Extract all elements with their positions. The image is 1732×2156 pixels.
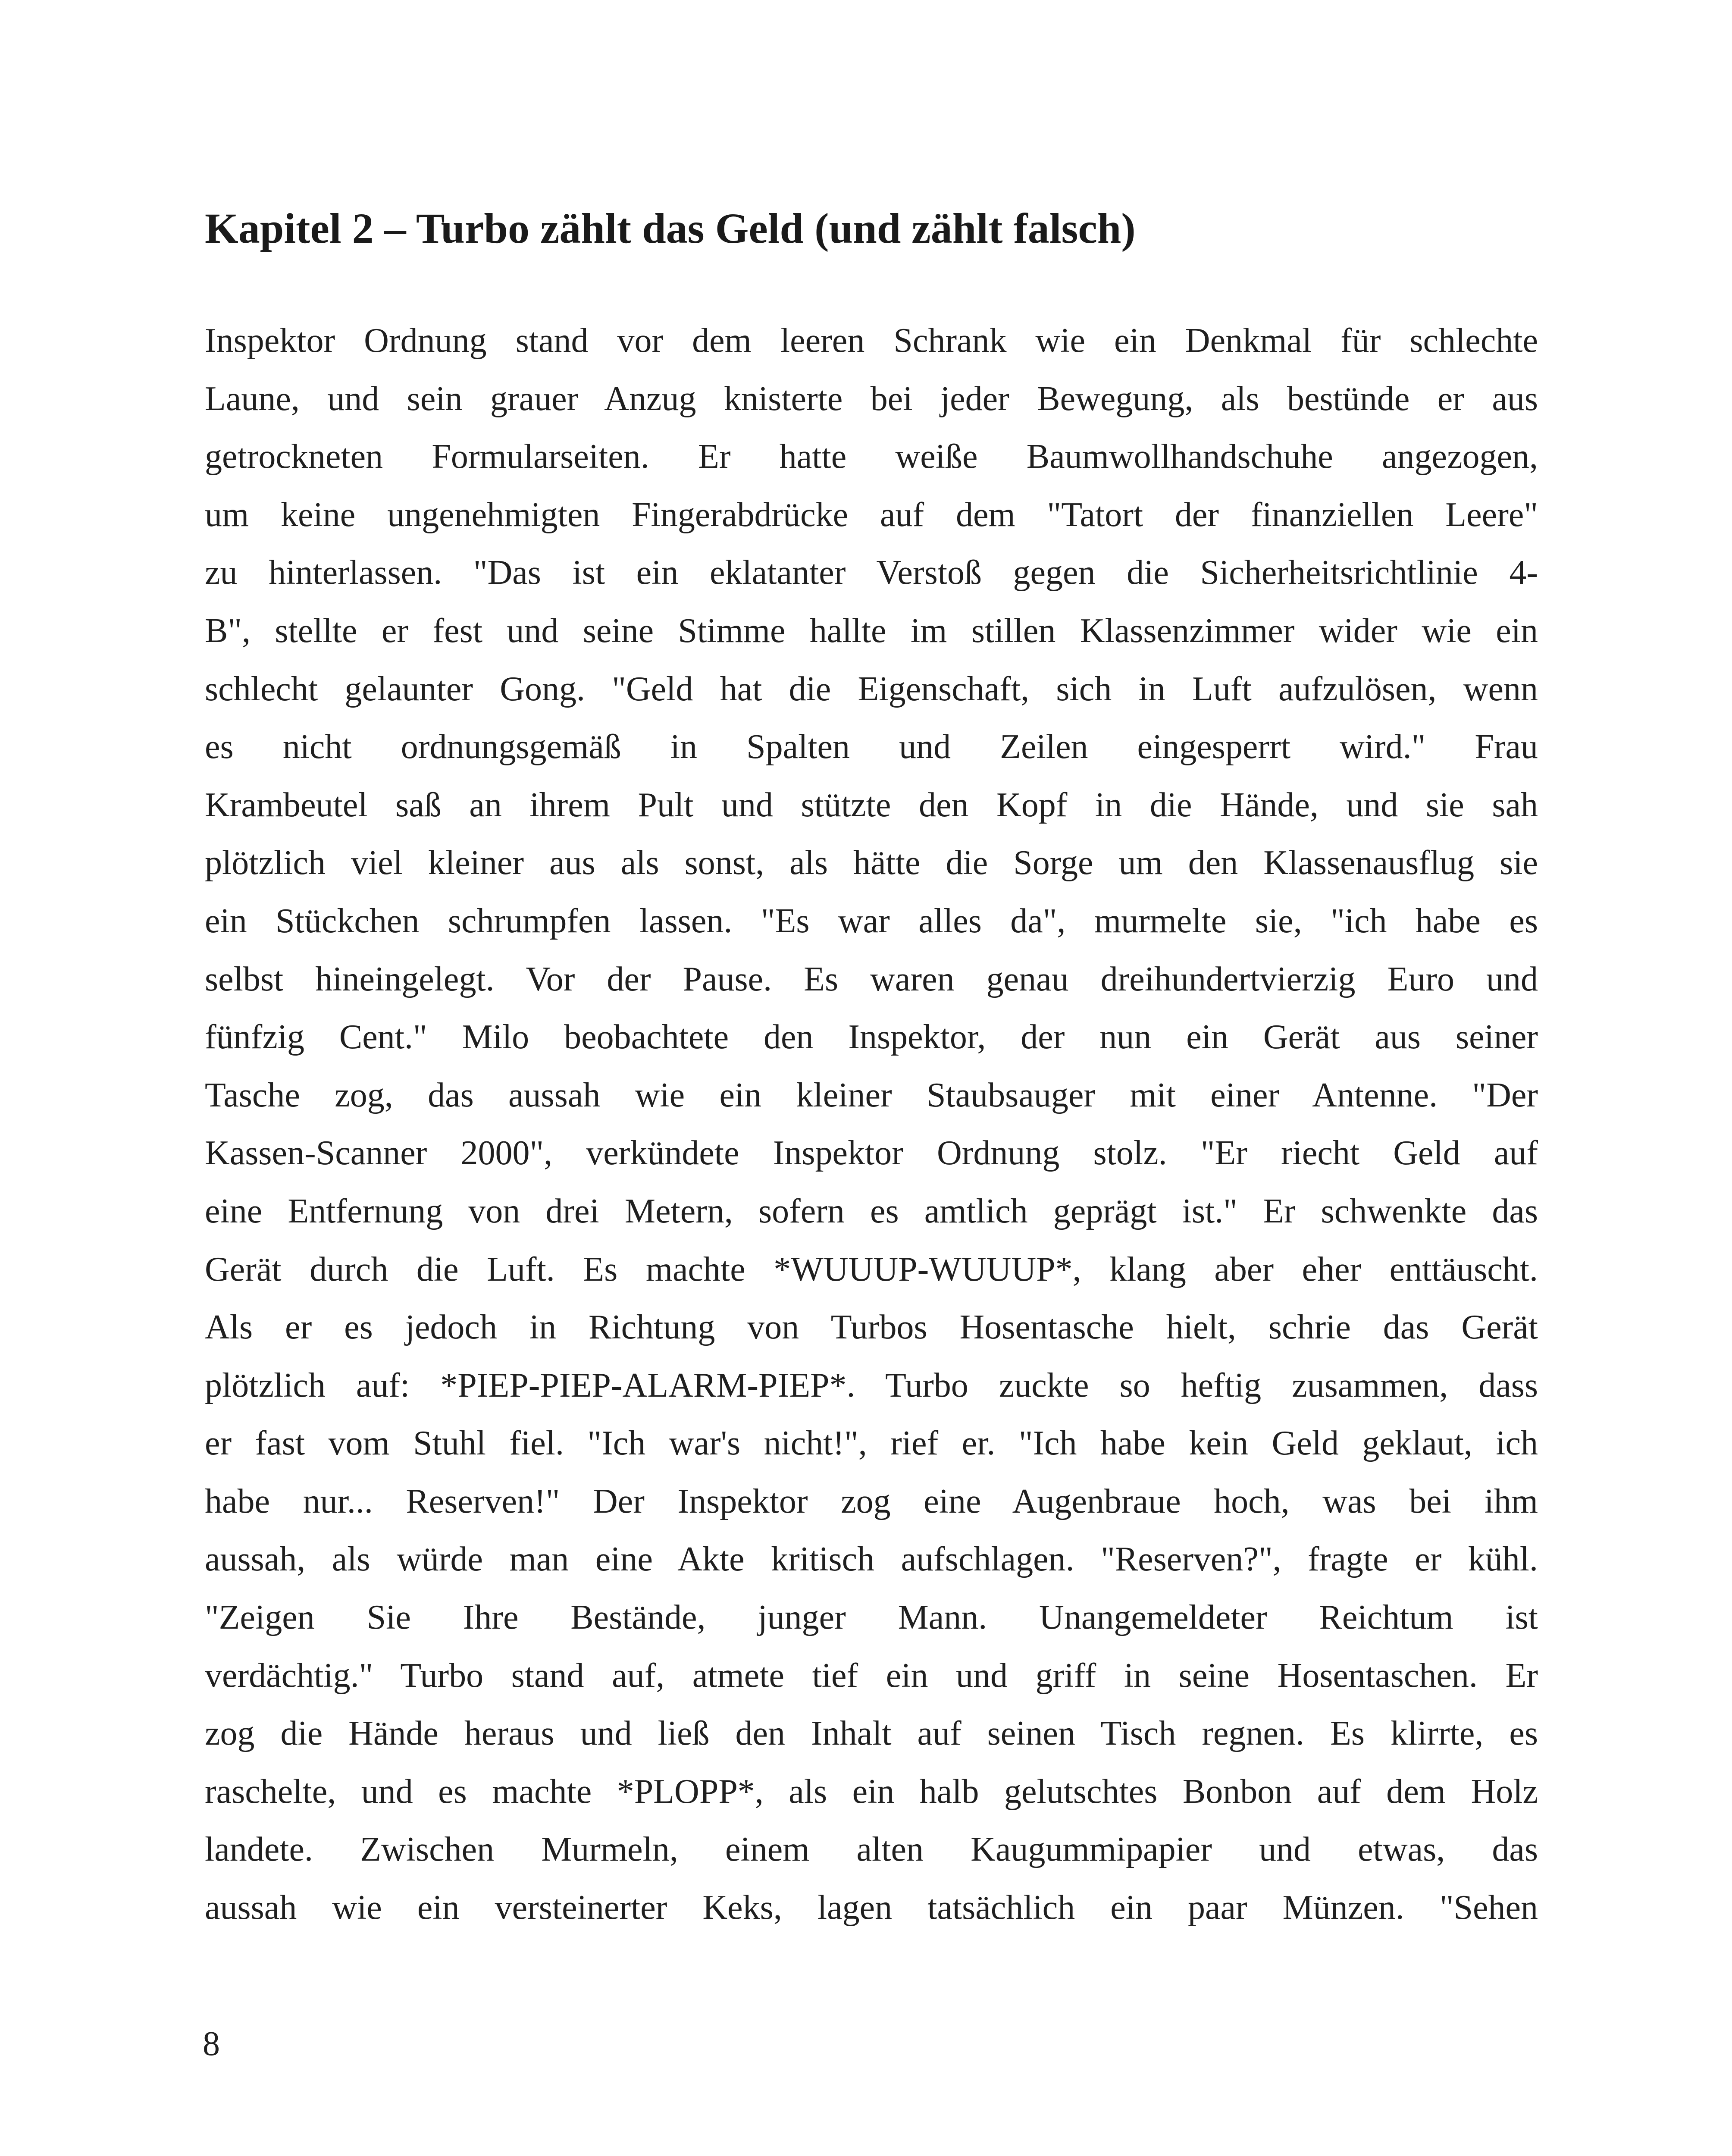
text-line: ein Stückchen schrumpfen lassen. "Es war alles da", murmelte sie, "ich habe es: [205, 902, 1538, 940]
text-line: aussah, als würde man eine Akte kritisch aufschlagen. "Reserven?", fragte er kühl.: [205, 1540, 1538, 1579]
text-line: aussah wie ein versteinerter Keks, lagen tatsächlich ein paar Münzen. "Sehen: [205, 1889, 1538, 1927]
body-text: [205, 312, 1538, 1937]
text-line: landete. Zwischen Murmeln, einem alten Kaugummipapier und etwas, das: [205, 1830, 1538, 1869]
text-line: raschelte, und es machte *PLOPP*, als ein halb gelutschtes Bonbon auf dem Holz: [205, 1772, 1538, 1811]
text-line: Kassen-Scanner 2000", verkündete Inspektor Ordnung stolz. "Er riecht Geld auf: [205, 1134, 1538, 1172]
chapter-title: Kapitel 2 – Turbo zählt das Geld (und zählt falsch): [205, 204, 1136, 252]
text-line: "Zeigen Sie Ihre Bestände, junger Mann. Unangemeldeter Reichtum ist: [205, 1598, 1538, 1637]
text-line: zu hinterlassen. "Das ist ein eklatanter Verstoß gegen die Sicherheitsrichtlinie 4-: [205, 554, 1538, 592]
text-line: Krambeutel saß an ihrem Pult und stützte den Kopf in die Hände, und sie sah: [205, 786, 1538, 824]
text-line: habe nur... Reserven!" Der Inspektor zog eine Augenbraue hoch, was bei ihm: [205, 1482, 1538, 1520]
text-line: plötzlich viel kleiner aus als sonst, als hätte die Sorge um den Klassenausflug sie: [205, 844, 1538, 882]
text-line: um keine ungenehmigten Fingerabdrücke auf dem "Tatort der finanziellen Leere": [205, 495, 1538, 534]
text-line: es nicht ordnungsgemäß in Spalten und Zeilen eingesperrt wird." Frau: [205, 728, 1538, 766]
text-line: Inspektor Ordnung stand vor dem leeren Schrank wie ein Denkmal für schlechte: [205, 322, 1538, 360]
text-line: Laune, und sein grauer Anzug knisterte bei jeder Bewegung, als bestünde er aus: [205, 379, 1538, 418]
text-line: getrockneten Formularseiten. Er hatte weiße Baumwollhandschuhe angezogen,: [205, 438, 1538, 476]
text-line: B", stellte er fest und seine Stimme hallte im stillen Klassenzimmer wider wie ein: [205, 611, 1538, 650]
text-line: verdächtig." Turbo stand auf, atmete tief ein und griff in seine Hosentaschen. Er: [205, 1656, 1538, 1695]
text-line: schlecht gelaunter Gong. "Geld hat die Eigenschaft, sich in Luft aufzulösen, wenn: [205, 670, 1538, 708]
page-number: 8: [203, 2025, 220, 2063]
text-line: zog die Hände heraus und ließ den Inhalt auf seinen Tisch regnen. Es klirrte, es: [205, 1714, 1538, 1753]
text-line: eine Entfernung von drei Metern, sofern es amtlich geprägt ist." Er schwenkte das: [205, 1192, 1538, 1230]
text-line: Gerät durch die Luft. Es machte *WUUUP-WUUUP*, klang aber eher enttäuscht.: [205, 1250, 1538, 1288]
text-line: fünfzig Cent." Milo beobachtete den Inspektor, der nun ein Gerät aus seiner: [205, 1018, 1538, 1056]
text-line: plötzlich auf: *PIEP-PIEP-ALARM-PIEP*. Turbo zuckte so heftig zusammen, dass: [205, 1366, 1538, 1404]
text-line: selbst hineingelegt. Vor der Pause. Es waren genau dreihundertvierzig Euro und: [205, 960, 1538, 998]
text-line: Tasche zog, das aussah wie ein kleiner Staubsauger mit einer Antenne. "Der: [205, 1076, 1538, 1114]
text-line: er fast vom Stuhl fiel. "Ich war's nicht!", rief er. "Ich habe kein Geld geklaut, ich: [205, 1424, 1538, 1463]
text-line: Als er es jedoch in Richtung von Turbos Hosentasche hielt, schrie das Gerät: [205, 1308, 1538, 1347]
